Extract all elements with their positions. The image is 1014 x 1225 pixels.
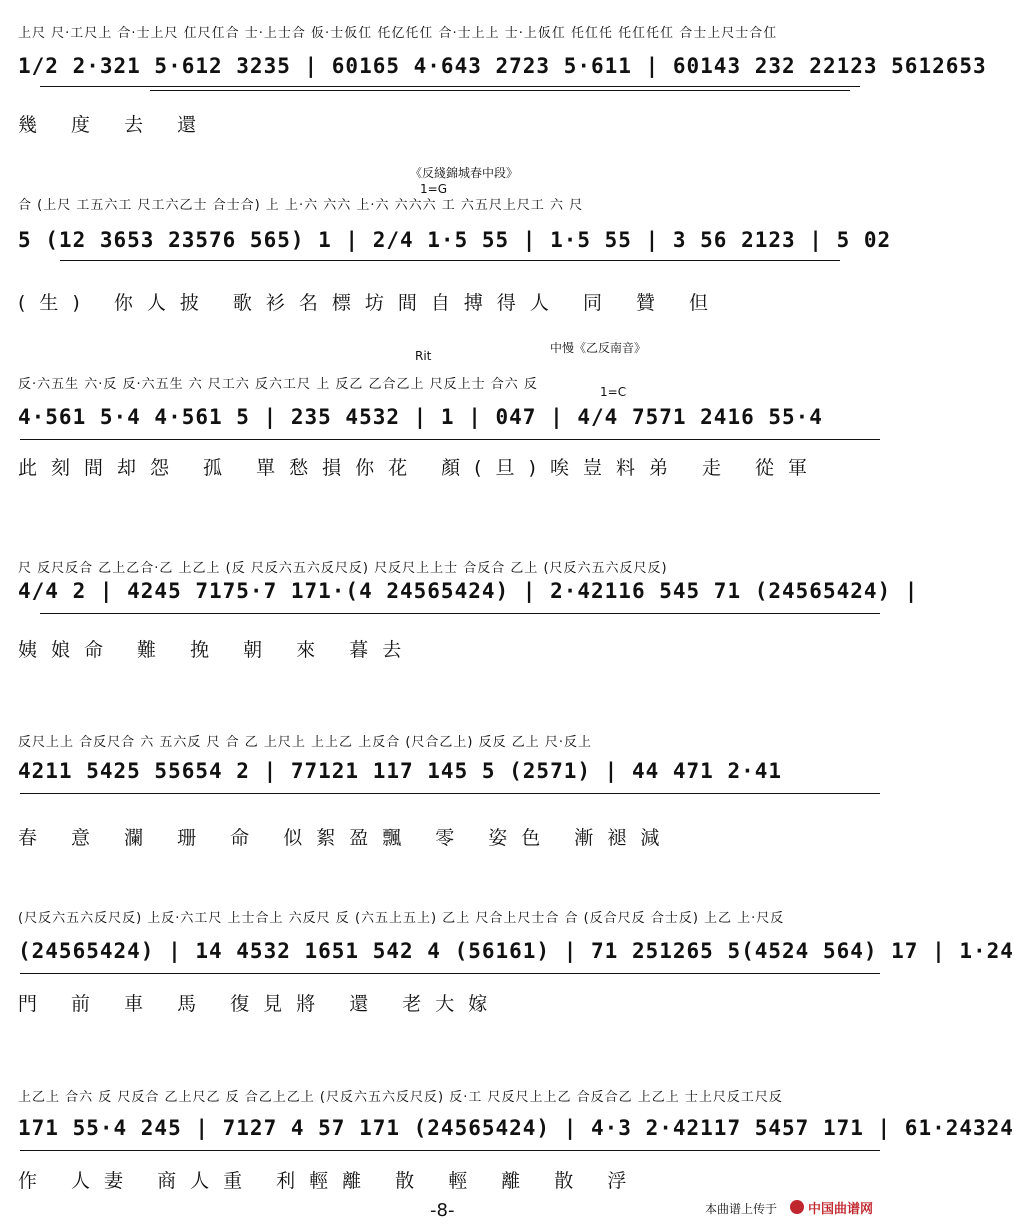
gongche-line: 上乙上 合六 反 尺反合 乙上尺乙 反 合乙上乙上 (尺反六五六反尺反) 反·工 尺反尺上上乙 合反合乙 上乙上 士上尺反工尺反	[18, 1090, 783, 1105]
number-line: 1/2 2·321 5·612 3235 | 60165 4·643 2723 5·611 | 60143 232 22123 5612653	[18, 54, 987, 78]
lyrics-line: 春 意 瀾 珊 命 似絮盈飄 零 姿色 漸褪減	[18, 827, 674, 849]
gongche-line: 合 (上尺 工五六工 尺工六乙士 合士合) 上 上·六 六六 上·六 六六六 工 六五尺上尺工 六 尺	[18, 198, 584, 213]
gongche-line: 上尺 尺·工尺上 合·士上尺 仜尺仜合 士·上士合 仮·士仮仜 仛亿仛仜 合·士上上 士·上仮仜 仛仜仛 仛仜仛仜 合士上尺士合仜	[18, 26, 778, 41]
lyrics-line: 此刻間却怨 孤 單愁損你花 顏(旦)唉豈料弟 走 從軍	[18, 457, 822, 479]
key-signature: 1=G	[420, 182, 447, 196]
tempo-mark: Rit	[415, 349, 432, 363]
key-signature: 1=C	[600, 385, 627, 399]
number-line: 5 (12 3653 23576 565) 1 | 2/4 1·5 55 | 1·5 55 | 3 56 2123 | 5 02	[18, 228, 892, 252]
brand-name[interactable]: 中国曲谱网	[808, 1202, 874, 1217]
gongche-line: 尺 反尺反合 乙上乙合·乙 上乙上 (反 尺反六五六反尺反) 尺反尺上上士 合反合 乙上 (尺反六五六反尺反)	[18, 561, 668, 576]
brand-logo-icon	[790, 1200, 804, 1214]
lyrics-line: 姨娘命 難 挽 朝 來 暮去	[18, 639, 416, 661]
upload-credit: 本曲谱上传于	[705, 1202, 778, 1216]
number-line: (24565424) | 14 4532 1651 542 4 (56161) | 71 251265 5(4524 564) 17 | 1·24	[18, 939, 1014, 963]
number-line: 171 55·4 245 | 7127 4 57 171 (24565424) | 4·3 2·42117 5457 171 | 61·24324	[18, 1116, 1014, 1140]
number-line: 4211 5425 55654 2 | 77121 117 145 5 (2571) | 44 471 2·41	[18, 759, 783, 783]
section-title: 中慢《乙反南音》	[550, 341, 647, 355]
page-number: -8-	[430, 1200, 455, 1221]
section-title: 《反綫錦城春中段》	[410, 166, 519, 180]
number-line: 4·561 5·4 4·561 5 | 235 4532 | 1 | 047 | 4/4 7571 2416 55·4	[18, 405, 823, 429]
lyrics-line: 作 人妻 商人重 利輕離 散 輕 離 散 浮	[18, 1170, 641, 1192]
lyrics-line: 門 前 車 馬 復見將 還 老大嫁	[18, 993, 502, 1015]
lyrics-line: 幾 度 去 還	[18, 114, 211, 136]
number-line: 4/4 2 | 4245 7175·7 171·(4 24565424) | 2·42116 545 71 (24565424) |	[18, 579, 919, 603]
gongche-line: 反·六五生 六·反 反·六五生 六 尺工六 反六工尺 上 反乙 乙合乙上 尺反上士 合六 反	[18, 377, 538, 392]
gongche-line: (尺反六五六反尺反) 上反·六工尺 上士合上 六反尺 反 (六五上五上) 乙上 尺合上尺士合 合 (反合尺反 合士反) 上乙 上·尺反	[18, 911, 785, 926]
lyrics-line: (生) 你人披 歌衫名標坊間自搏得人 同 贊 但	[18, 292, 723, 314]
gongche-line: 反尺上上 合反尺合 六 五六反 尺 合 乙 上尺上 上上乙 上反合 (尺合乙上) 反反 乙上 尺·反上	[18, 735, 592, 750]
